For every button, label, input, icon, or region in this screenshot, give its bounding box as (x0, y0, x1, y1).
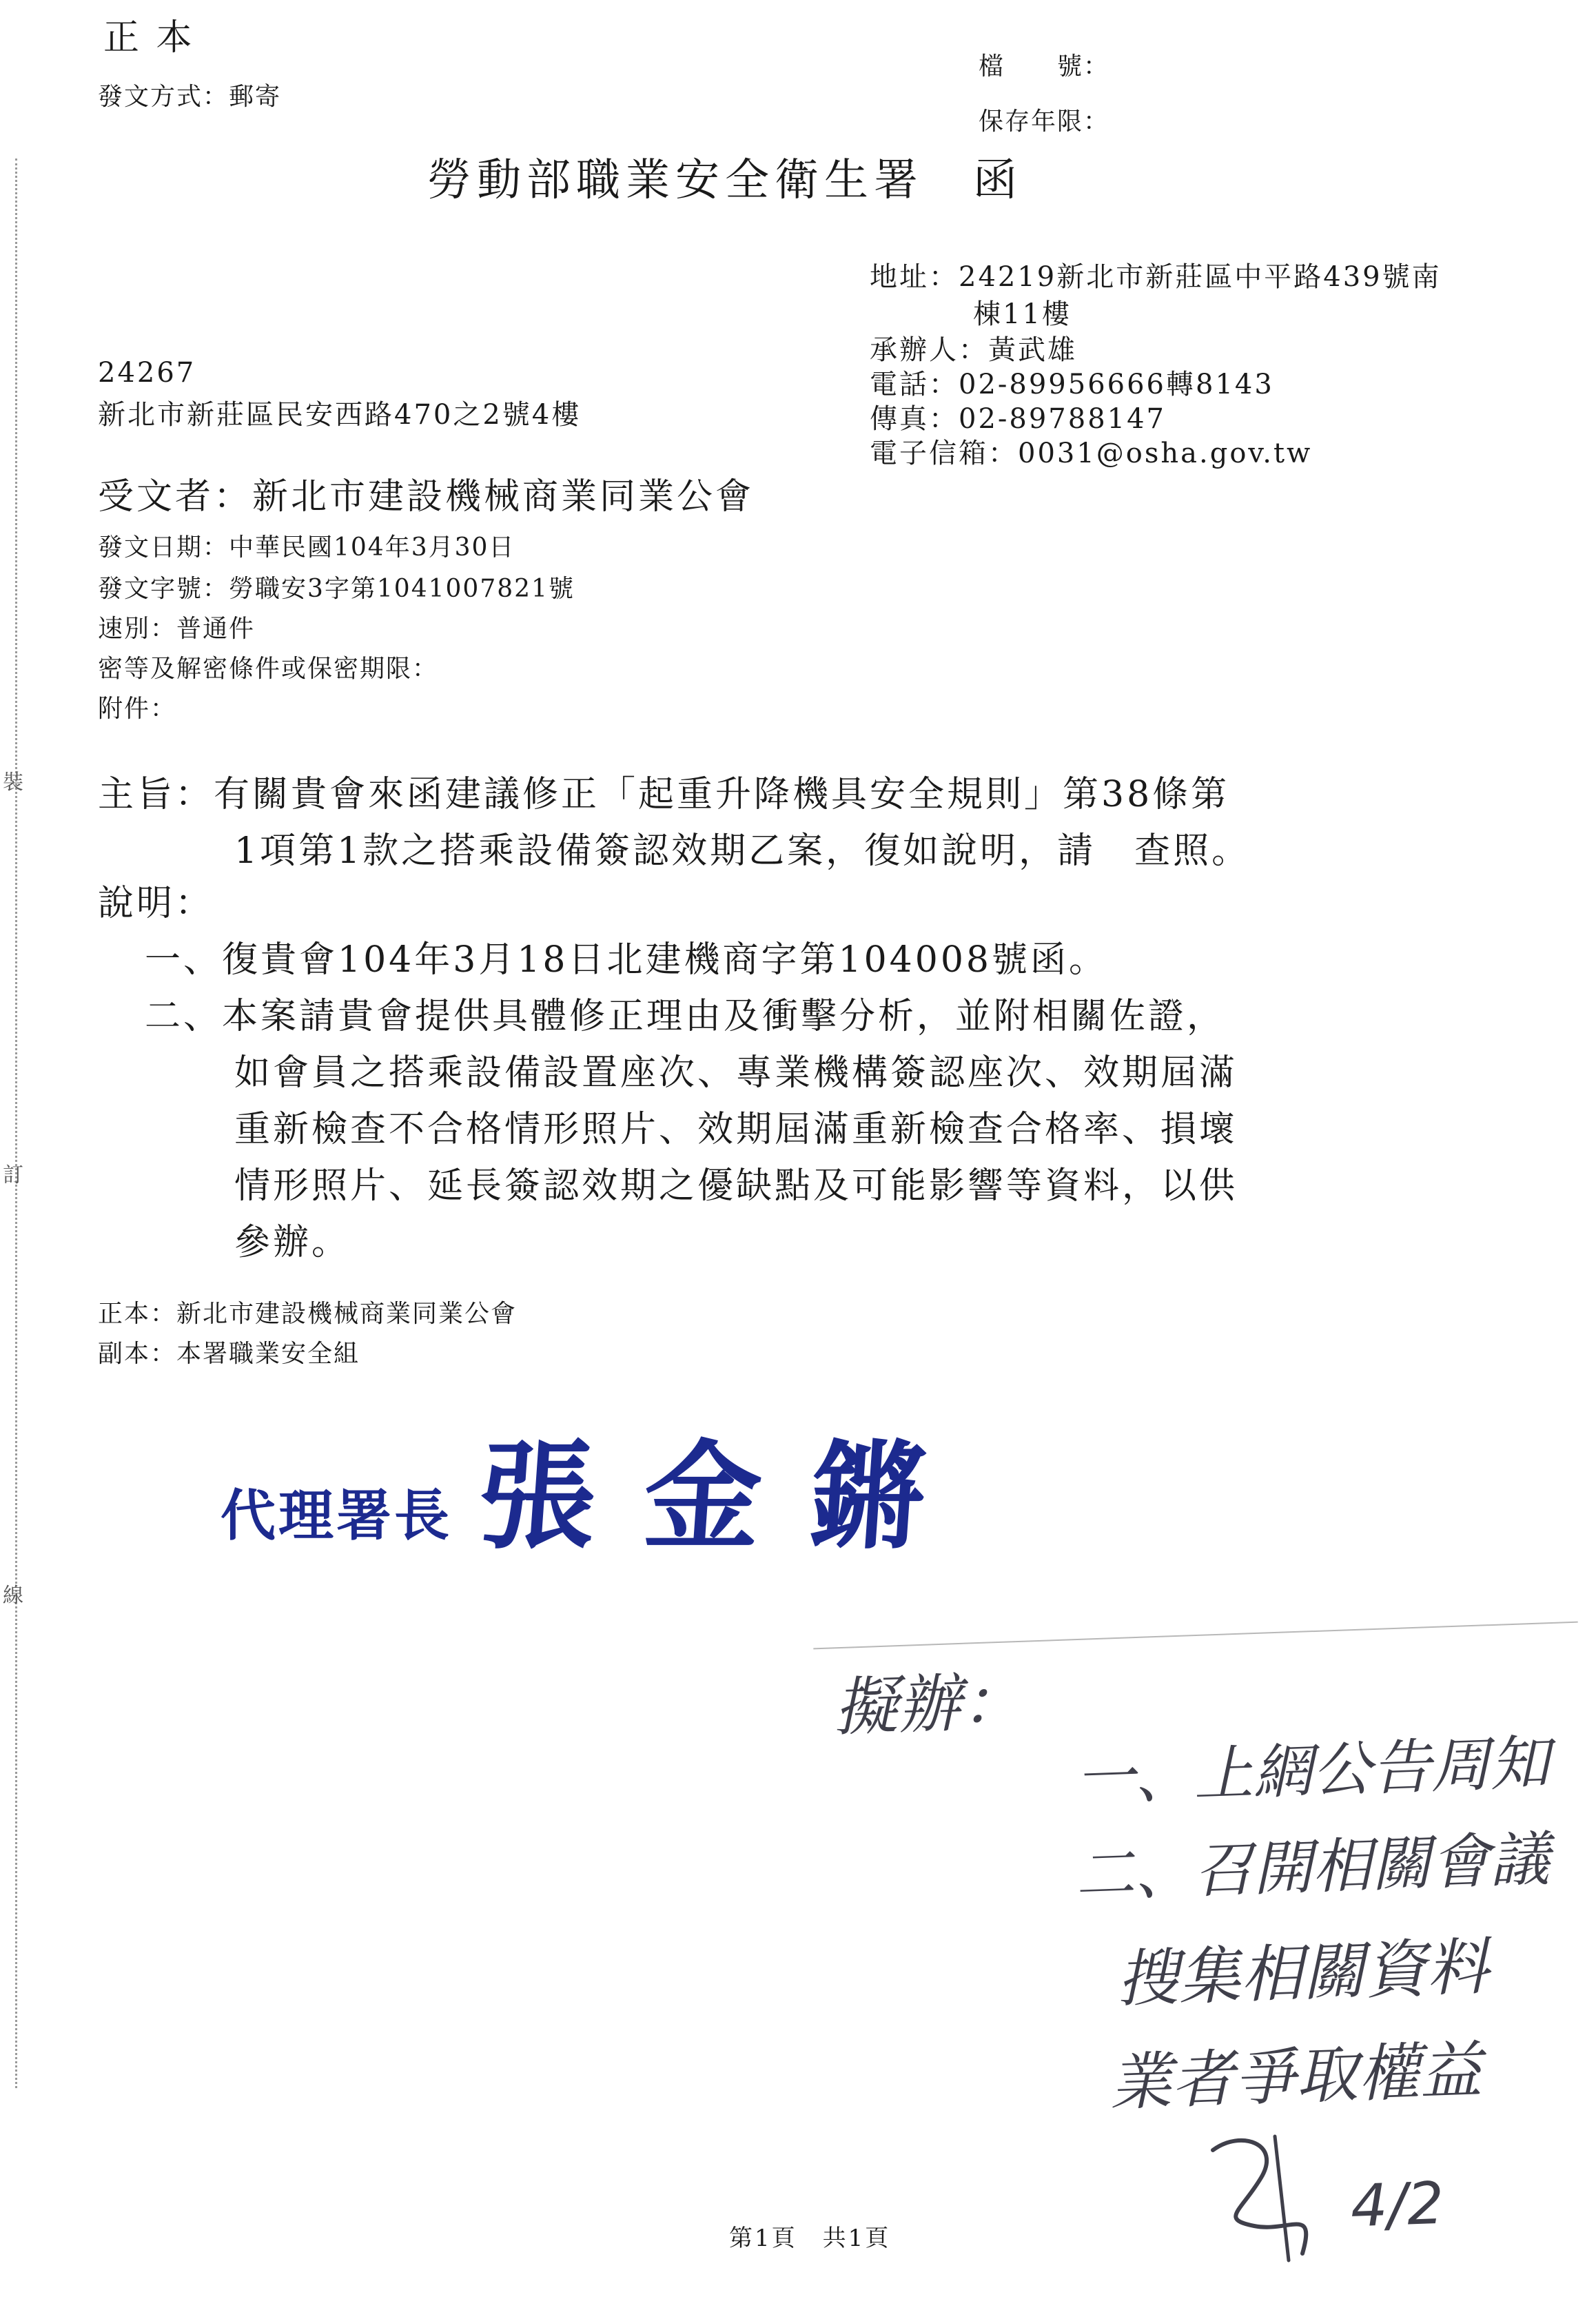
retention-label: 保存年限： (979, 108, 1110, 136)
fax-number: 傳真：02-89788147 (870, 403, 1167, 435)
explanation-item2-line4: 情形照片、延長簽認效期之優缺點及可能影響等資料，以供 (234, 1165, 1238, 1207)
handwritten-note-1: 一、上網公告周知 (1074, 1728, 1551, 1814)
explanation-item2-line2: 如會員之搭乘設備設置座次、專業機構簽認座次、效期屆滿 (234, 1052, 1238, 1094)
explanation-item2-line3: 重新檢查不合格情形照片、效期屆滿重新檢查合格率、損壞 (234, 1109, 1238, 1150)
recipient: 受文者：新北市建設機械商業同業公會 (98, 476, 755, 518)
phone-number: 電話：02-89956666轉8143 (870, 369, 1274, 400)
explanation-item1: 一、復貴會104年3月18日北建機商字第104008號函。 (145, 939, 1108, 981)
distribution-original: 正本：新北市建設機械商業同業公會 (98, 1300, 518, 1328)
file-number-label: 檔 號： (979, 52, 1110, 81)
recipient-address: 新北市新莊區民安西路470之2號4樓 (98, 399, 582, 431)
handwritten-initial-scribble (1199, 2123, 1337, 2274)
margin-mark-xian: 線 (3, 1584, 23, 1608)
subject-line2: 1項第1款之搭乘設備簽認效期乙案，復如說明，請 查照。 (234, 830, 1251, 872)
issue-date: 發文日期：中華民國104年3月30日 (98, 533, 515, 562)
send-method: 發文方式：郵寄 (98, 83, 282, 111)
recipient-postcode: 24267 (98, 357, 196, 389)
explanation-item2-line5: 參辦。 (234, 1222, 351, 1263)
explanation-heading: 說明： (98, 883, 214, 924)
signature-title: 代理署長 (221, 1484, 452, 1548)
reference-number: 發文字號：勞職安3字第1041007821號 (98, 575, 575, 603)
margin-mark-zhuang: 裝 (3, 770, 23, 795)
binding-dotted-line (15, 159, 17, 2088)
handwritten-date: 4/2 (1349, 2169, 1445, 2240)
signature-stamp (221, 1429, 980, 1571)
subject-line1: 主旨：有關貴會來函建議修正「起重升降機具安全規則」第38條第 (98, 774, 1230, 815)
pencil-line (813, 1622, 1577, 1650)
attachment-label: 附件： (98, 695, 177, 723)
sender-address-line1: 地址：24219新北市新莊區中平路439號南 (870, 261, 1442, 293)
margin-mark-ding: 訂 (3, 1163, 23, 1187)
delivery-speed: 速別：普通件 (98, 615, 256, 643)
copy-type-label: 正 本 (103, 17, 195, 59)
explanation-item2-line1: 二、本案請貴會提供具體修正理由及衝擊分析，並附相關佐證， (145, 996, 1226, 1037)
sender-address-line2: 棟11樓 (973, 298, 1072, 330)
handwritten-note-3: 搜集相關資料 (1115, 1930, 1490, 2016)
handwritten-note-4: 業者爭取權益 (1108, 2034, 1483, 2120)
distribution-copy: 副本：本署職業安全組 (98, 1340, 360, 1368)
document-title: 勞動部職業安全衛生署 函 (427, 155, 1023, 206)
contact-person: 承辦人：黃武雄 (870, 334, 1077, 366)
handwritten-note-heading: 擬辦： (832, 1664, 1026, 1745)
email-address: 電子信箱：0031@osha.gov.tw (870, 438, 1313, 469)
secrecy-level: 密等及解密條件或保密期限： (98, 655, 439, 683)
page-footer: 第1頁 共1頁 (729, 2225, 891, 2252)
signature-name: 張金鏘 (473, 1429, 980, 1566)
handwritten-note-2: 二、召開相關會議 (1074, 1825, 1551, 1910)
